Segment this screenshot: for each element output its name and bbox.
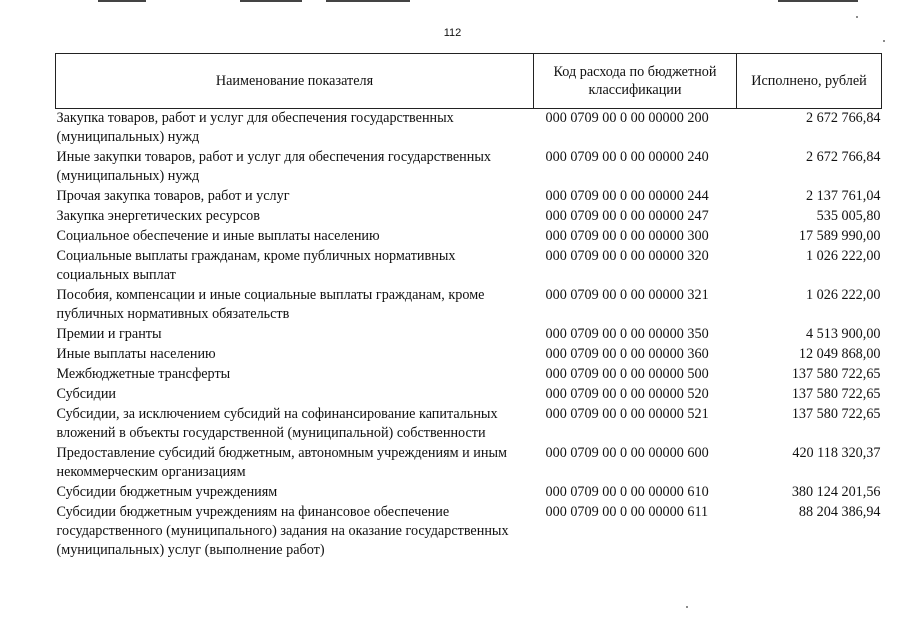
row-name: Закупка товаров, работ и услуг для обеспечения государственных (муниципальных) нужд [56, 110, 454, 145]
row-amount: 137 580 722,65 [791, 366, 881, 382]
row-code: 000 0709 00 0 00 00000 244 [545, 188, 709, 204]
row-code: 000 0709 00 0 00 00000 321 [545, 287, 709, 303]
row-code: 000 0709 00 0 00 00000 320 [545, 248, 709, 264]
row-name: Субсидии, за исключением субсидий на софинансирование капитальных вложений в объекты государственной (муниципальной) собственности [56, 406, 498, 441]
row-name: Премии и гранты [56, 326, 162, 342]
row-amount: 2 137 761,04 [806, 188, 881, 204]
row-amount: 12 049 868,00 [798, 346, 881, 362]
row-name: Иные выплаты населению [56, 346, 216, 362]
scan-speck [883, 40, 885, 42]
table-row [56, 227, 882, 247]
row-code: 000 0709 00 0 00 00000 520 [545, 386, 709, 402]
header-code: Код расхода по бюджетной классификации [534, 54, 737, 109]
row-code: 000 0709 00 0 00 00000 350 [545, 326, 709, 342]
row-amount: 380 124 201,56 [791, 484, 881, 500]
page-number: 112 [443, 27, 462, 39]
row-name: Иные закупки товаров, работ и услуг для обеспечения государственных (муниципальных) нужд [56, 149, 491, 184]
row-code: 000 0709 00 0 00 00000 521 [545, 406, 709, 422]
scan-artifact [326, 0, 410, 2]
table-row [56, 247, 882, 286]
row-name: Межбюджетные трансферты [56, 366, 231, 382]
table-header-row [56, 54, 882, 109]
scan-speck [856, 16, 858, 18]
table-row [56, 187, 882, 207]
scan-top-edge [0, 0, 905, 6]
table-row [56, 109, 882, 149]
row-amount: 137 580 722,65 [791, 386, 881, 402]
row-name: Прочая закупка товаров, работ и услуг [56, 188, 290, 204]
table-row [56, 148, 882, 187]
row-name: Пособия, компенсации и иные социальные выплаты гражданам, кроме публичных нормативных обязательств [56, 287, 485, 322]
row-code: 000 0709 00 0 00 00000 200 [545, 110, 709, 126]
table-row [56, 345, 882, 365]
table-body [56, 109, 882, 562]
table-row [56, 444, 882, 483]
table-row [56, 405, 882, 444]
row-name: Субсидии бюджетным учреждениям на финансовое обеспечение государственного (муниципального) задания на оказание государственных (муниципальных) услуг (выполнение работ) [56, 504, 509, 558]
row-code: 000 0709 00 0 00 00000 611 [545, 504, 709, 520]
row-code: 000 0709 00 0 00 00000 610 [545, 484, 709, 500]
row-name: Социальное обеспечение и иные выплаты населению [56, 228, 380, 244]
row-name: Субсидии бюджетным учреждениям [56, 484, 278, 500]
scan-artifact [98, 0, 146, 2]
row-amount: 420 118 320,37 [792, 445, 881, 461]
table-row [56, 385, 882, 405]
table-row [56, 207, 882, 227]
scan-artifact [240, 0, 302, 2]
row-code: 000 0709 00 0 00 00000 240 [545, 149, 709, 165]
table-row [56, 325, 882, 345]
row-amount: 535 005,80 [816, 208, 881, 224]
row-code: 000 0709 00 0 00 00000 600 [545, 445, 709, 461]
row-amount: 2 672 766,84 [806, 110, 881, 126]
row-amount: 88 204 386,94 [798, 504, 881, 520]
row-code: 000 0709 00 0 00 00000 247 [545, 208, 709, 224]
row-amount: 1 026 222,00 [806, 287, 881, 303]
table-row [56, 286, 882, 325]
row-name: Субсидии [56, 386, 117, 402]
table-row [56, 483, 882, 503]
row-name: Предоставление субсидий бюджетным, автономным учреждениям и иным некоммерческим организациям [56, 445, 507, 480]
row-amount: 17 589 990,00 [798, 228, 881, 244]
row-code: 000 0709 00 0 00 00000 500 [545, 366, 709, 382]
row-code: 000 0709 00 0 00 00000 300 [545, 228, 709, 244]
row-name: Социальные выплаты гражданам, кроме публичных нормативных социальных выплат [56, 248, 456, 283]
row-amount: 2 672 766,84 [806, 149, 881, 165]
row-name: Закупка энергетических ресурсов [56, 208, 260, 224]
row-amount: 1 026 222,00 [806, 248, 881, 264]
scan-speck [686, 606, 688, 608]
row-amount: 137 580 722,65 [791, 406, 881, 422]
header-amount: Исполнено, рублей [737, 54, 882, 109]
scan-artifact [778, 0, 858, 2]
budget-execution-table [55, 53, 882, 561]
table-row [56, 503, 882, 561]
header-name: Наименование показателя [56, 54, 534, 109]
table-row [56, 365, 882, 385]
row-amount: 4 513 900,00 [806, 326, 881, 342]
row-code: 000 0709 00 0 00 00000 360 [545, 346, 709, 362]
